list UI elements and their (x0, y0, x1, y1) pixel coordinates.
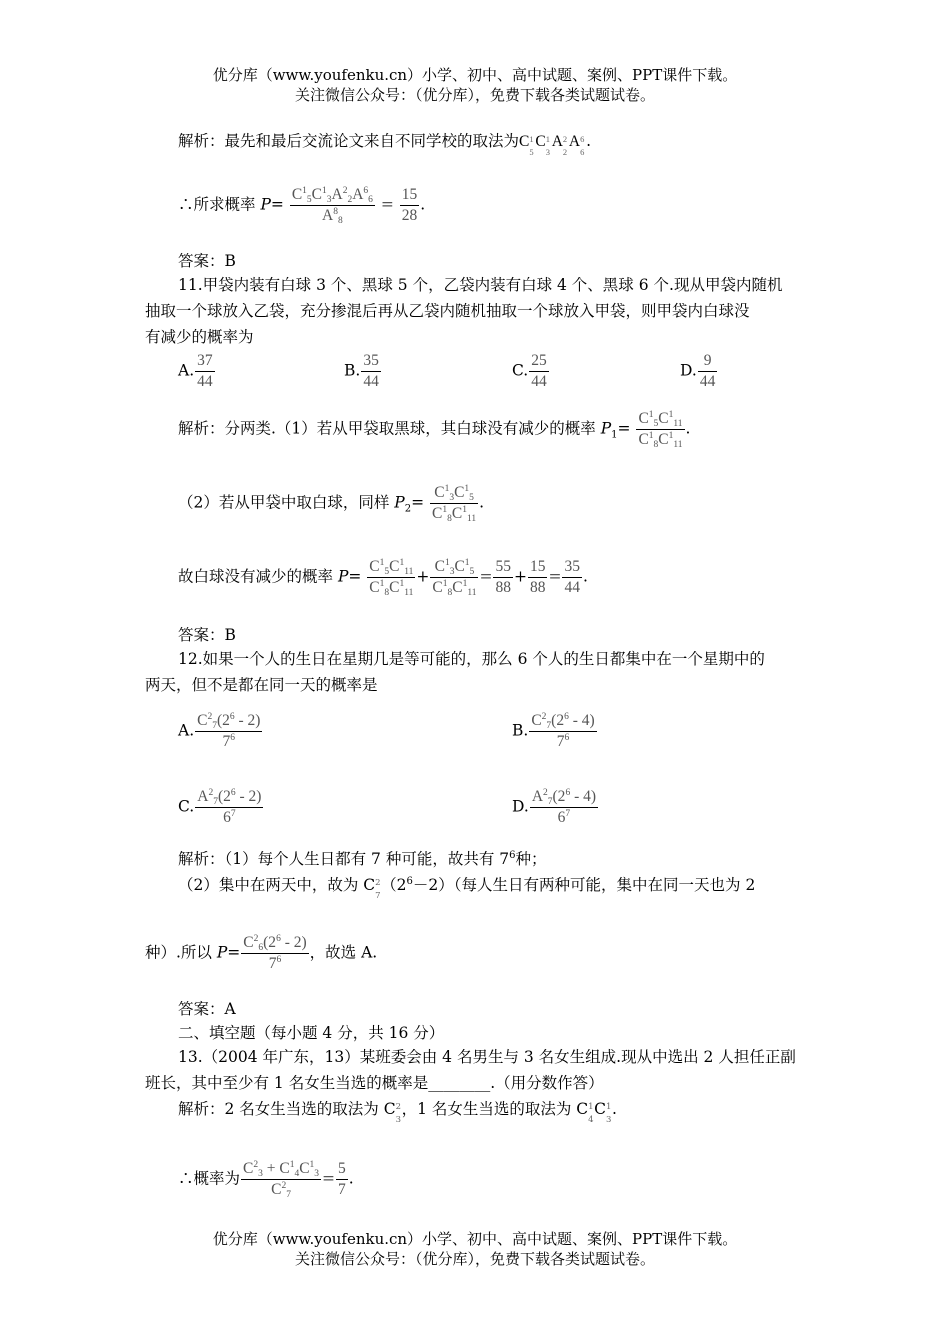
q12-option-c: C. $\frac{A^2_7(2^6 - 2)}{6^7}$ (178, 788, 262, 826)
q11-option-b: B. $\frac{35}{44}$ (344, 352, 379, 390)
q12-analysis-3: 种）.所以 P= $\frac{C^2_6(2^6 - 2)}{7^6}$ ，故选 A. (145, 934, 378, 972)
q12-option-d: D. $\frac{A^2_7(2^6 - 4)}{6^7}$ (512, 788, 597, 826)
q12-answer: 答案：A (178, 1000, 236, 1018)
q12-stem-line-2: 两天，但不是都在同一天的概率是 (145, 676, 378, 694)
section-2-title: 二、填空题（每小题 4 分，共 16 分） (178, 1024, 445, 1042)
q12-analysis-1: 解析：（1）每个人生日都有 7 种可能，故共有 $7^6$种； (178, 850, 547, 869)
q11-stem-line-2: 抽取一个球放入乙袋，充分掺混后再从乙袋内随机抽取一个球放入甲袋，则甲袋内白球没 (145, 302, 750, 320)
q10-result-fraction: $\frac{15}{28}$ (401, 186, 418, 224)
q13-analysis-1: 解析：2 名女生当选的取法为 C 2 3 ，1 名女生当选的取法为 C 1 4 C 1 3 . (178, 1100, 617, 1125)
q10-answer: 答案：B (178, 252, 236, 270)
q11-answer: 答案：B (178, 626, 236, 644)
q11-option-d: D. $\frac{9}{44}$ (680, 352, 716, 390)
q12-stem-line-1: 12.如果一个人的生日在星期几是等可能的，那么 6 个人的生日都集中在一个星期中的 (178, 650, 765, 668)
q11-analysis-1: 解析：分两类.（1）若从甲袋取黑球，其白球没有减少的概率 $P_1=$ $\frac{C^1_5C^1_{11}}{C^1_8C^1_{11}}$ . (178, 410, 691, 450)
q10-analysis: 解析：最先和最后交流论文来自不同学校的取法为C 1 5 C 1 3 A 2 2 A 6 6 . (178, 132, 592, 157)
q10-probability: ∴所求概率 P= $\frac{C^1_5C^1_3A^2_2A^6_6}{A^8_8}$ = $\frac{15}{28}$ . (178, 186, 426, 226)
q13-stem-line-2: 班长，其中至少有 1 名女生当选的概率是________.（用分数作答） (145, 1074, 604, 1092)
q11-option-a: A. $\frac{37}{44}$ (178, 352, 213, 390)
footer-line-2: 关注微信公众号：（优分库），免费下载各类试题试卷。 (294, 1250, 655, 1268)
q12-analysis-2: （2）集中在两天中，故为 C 2 7 $(2^6-2)$（每人生日有两种可能，集中在同一天也为 2 (178, 876, 756, 902)
footer-line-1: 优分库（www.youfenku.cn）小学、初中、高中试题、案例、PPT课件下载。 (212, 1230, 738, 1248)
q11-stem-line-1: 11.甲袋内装有白球 3 个、黑球 5 个，乙袋内装有白球 4 个、黑球 6 个.现从甲袋内随机 (178, 276, 783, 294)
q11-analysis-3: 故白球没有减少的概率 P= $\frac{C^1_5C^1_{11}}{C^1_8C^1_{11}}$ + $\frac{C^1_3C^1_5}{C^1_8C^1_{11}}$ = $\frac{55}{88}$ + $\frac{15}{88}$ = $\frac{35}{44}$ . (178, 558, 588, 598)
q13-probability: ∴概率为 $\frac{C^2_3 + C^1_4C^1_3}{C^2_7}$ = $\frac{5}{7}$ . (178, 1160, 354, 1200)
q12-option-b: B. $\frac{C^2_7(2^6 - 4)}{7^6}$ (512, 712, 595, 750)
q10-prob-fraction: $\frac{C^1_5C^1_3A^2_2A^6_6}{A^8_8}$ (291, 186, 373, 226)
header-line-2: 关注微信公众号：（优分库），免费下载各类试题试卷。 (294, 86, 655, 104)
q11-option-c: C. $\frac{25}{44}$ (512, 352, 547, 390)
q11-stem-line-3: 有减少的概率为 (145, 328, 254, 346)
q12-option-a: A. $\frac{C^2_7(2^6 - 2)}{7^6}$ (178, 712, 261, 750)
q11-analysis-2: （2）若从甲袋中取白球，同样 $P_2=$ $\frac{C^1_3C^1_5}{C^1_8C^1_{11}}$ . (178, 484, 485, 524)
q13-stem-line-1: 13.（2004 年广东，13）某班委会由 4 名男生与 3 名女生组成.现从中选出 2 人担任正副 (178, 1048, 796, 1066)
header-line-1: 优分库（www.youfenku.cn）小学、初中、高中试题、案例、PPT课件下载。 (212, 66, 738, 84)
